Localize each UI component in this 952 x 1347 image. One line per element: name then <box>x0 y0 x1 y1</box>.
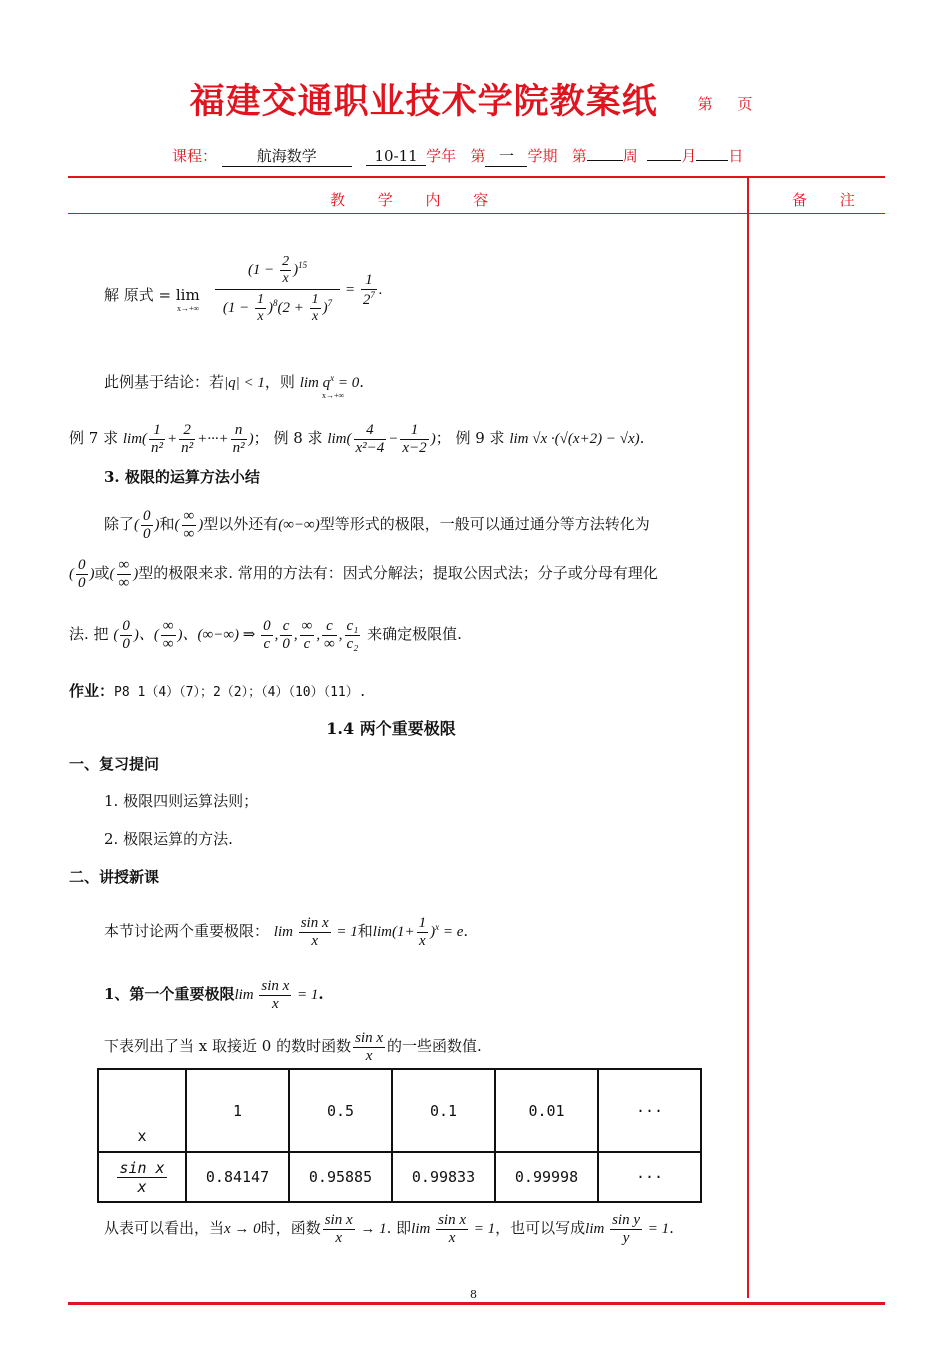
section-title: 1.4 两个重要极限 <box>326 719 456 738</box>
course-name: 航海数学 <box>222 145 352 167</box>
conclusion-table: 从表可以看出，当x → 0时，函数 $\frac{\text{sin x}}{x}$ → 1. 即lim $\frac{\text{sin x}}{x}$ = 1，也可以写成lim $\frac{\text{sin y}}{y}$ = 1. <box>104 1212 674 1246</box>
page-label: 第 页 <box>697 95 763 113</box>
part1-heading: 一、复习提问 <box>69 755 160 773</box>
col-notes-header: 备 注 <box>792 191 869 209</box>
lim-sub: x→+∞ <box>177 304 200 313</box>
page-number: 8 <box>470 1288 477 1301</box>
para-3: 法. 把 ( $\frac{0}{0}$ )、( $\frac{\infty}{\infty}$ )、(∞−∞) ⇒ $\frac{0}{c}$ , $\frac{c}{0}$ , $\frac{\infty}{c}$ , $\frac{c}{\infty}$ , $\frac{\text{c₁}}{\text{c₂}}$ 来确定极限值. <box>69 618 462 652</box>
term: 一 <box>485 145 527 167</box>
part2-heading: 二、讲授新课 <box>69 868 160 886</box>
review-item-1: 1. 极限四则运算法则； <box>104 792 259 810</box>
table-intro: 下表列出了当 x 取接近 0 的数时函数 $\frac{\text{sin x}}{x}$ 的一些函数值. <box>104 1030 482 1064</box>
header-top-rule <box>68 176 885 178</box>
solution-label: 解 原式 = lim <box>104 286 200 304</box>
table-row: x 1 0.5 0.1 0.01 ··· <box>98 1069 701 1152</box>
conclusion-line: 此例基于结论：若|q| < 1，则 $\lim q^x = 0$. <box>104 373 365 391</box>
solution-fraction: (1 − $\frac{2}{x}$ )$^{15}$ (1 − $\frac{1}{x}$ )$^8$(2 + $\frac{1}{x}$ )$^7$ <box>215 254 340 325</box>
section3-title: 3. 极限的运算方法小结 <box>104 468 260 486</box>
examples-line: 例 7 求 lim( $\frac{1}{\text{n²}}$ + $\frac{2}{\text{n²}}$ +···+ $\frac{n}{\text{n²}}$ )； 例 8 求 lim( $\frac{4}{\text{x²−4}}$ − $\frac{1}{x-2}$ )； 例 9 求 lim √x ·(√(x+2) − √x). <box>69 422 645 456</box>
para-2: ( $\frac{0}{0}$ )或( $\frac{\infty}{\infty}$ )型的极限来求. 常用的方法有：因式分解法；提取公因式法；分子或分母有理化 <box>69 557 658 591</box>
homework-line: 作业：P8 1（4）（7）；2（2）；（4）（10）（11）. <box>69 682 367 700</box>
review-item-2: 2. 极限运算的方法. <box>104 830 233 848</box>
header-bottom-rule <box>68 213 885 214</box>
para-1: 除了( $\frac{0}{0}$ )和( $\frac{\infty}{\infty}$ )型以外还有(∞−∞)型等形式的极限，一般可以通过通分等方法转化为 <box>104 508 650 542</box>
table-row: $\frac{\text{sin x}}{x}$ 0.84147 0.95885 0.99833 0.99998 ··· <box>98 1152 701 1202</box>
values-table <box>97 1068 702 1203</box>
page-title: 福建交通职业技术学院教案纸 第 页 <box>189 81 763 122</box>
footer-rule <box>68 1302 885 1305</box>
school-year: 10-11 <box>366 147 426 166</box>
col-content-header: 教 学 内 容 <box>330 191 503 209</box>
lim1-title: 1、第一个重要极限lim $\frac{\text{sin x}}{x}$ = 1. <box>104 978 324 1012</box>
intro-line: 本节讨论两个重要极限： lim $\frac{\text{sin x}}{x}$ = 1和lim(1+ $\frac{1}{x}$ )$^x$ = e. <box>104 915 469 949</box>
solution-result: = $\frac{1}{2^7}$ . <box>345 272 383 308</box>
course-line: 课程： 航海数学 10-11 学年 第 一 学期 第 周 月 日 <box>172 147 744 165</box>
